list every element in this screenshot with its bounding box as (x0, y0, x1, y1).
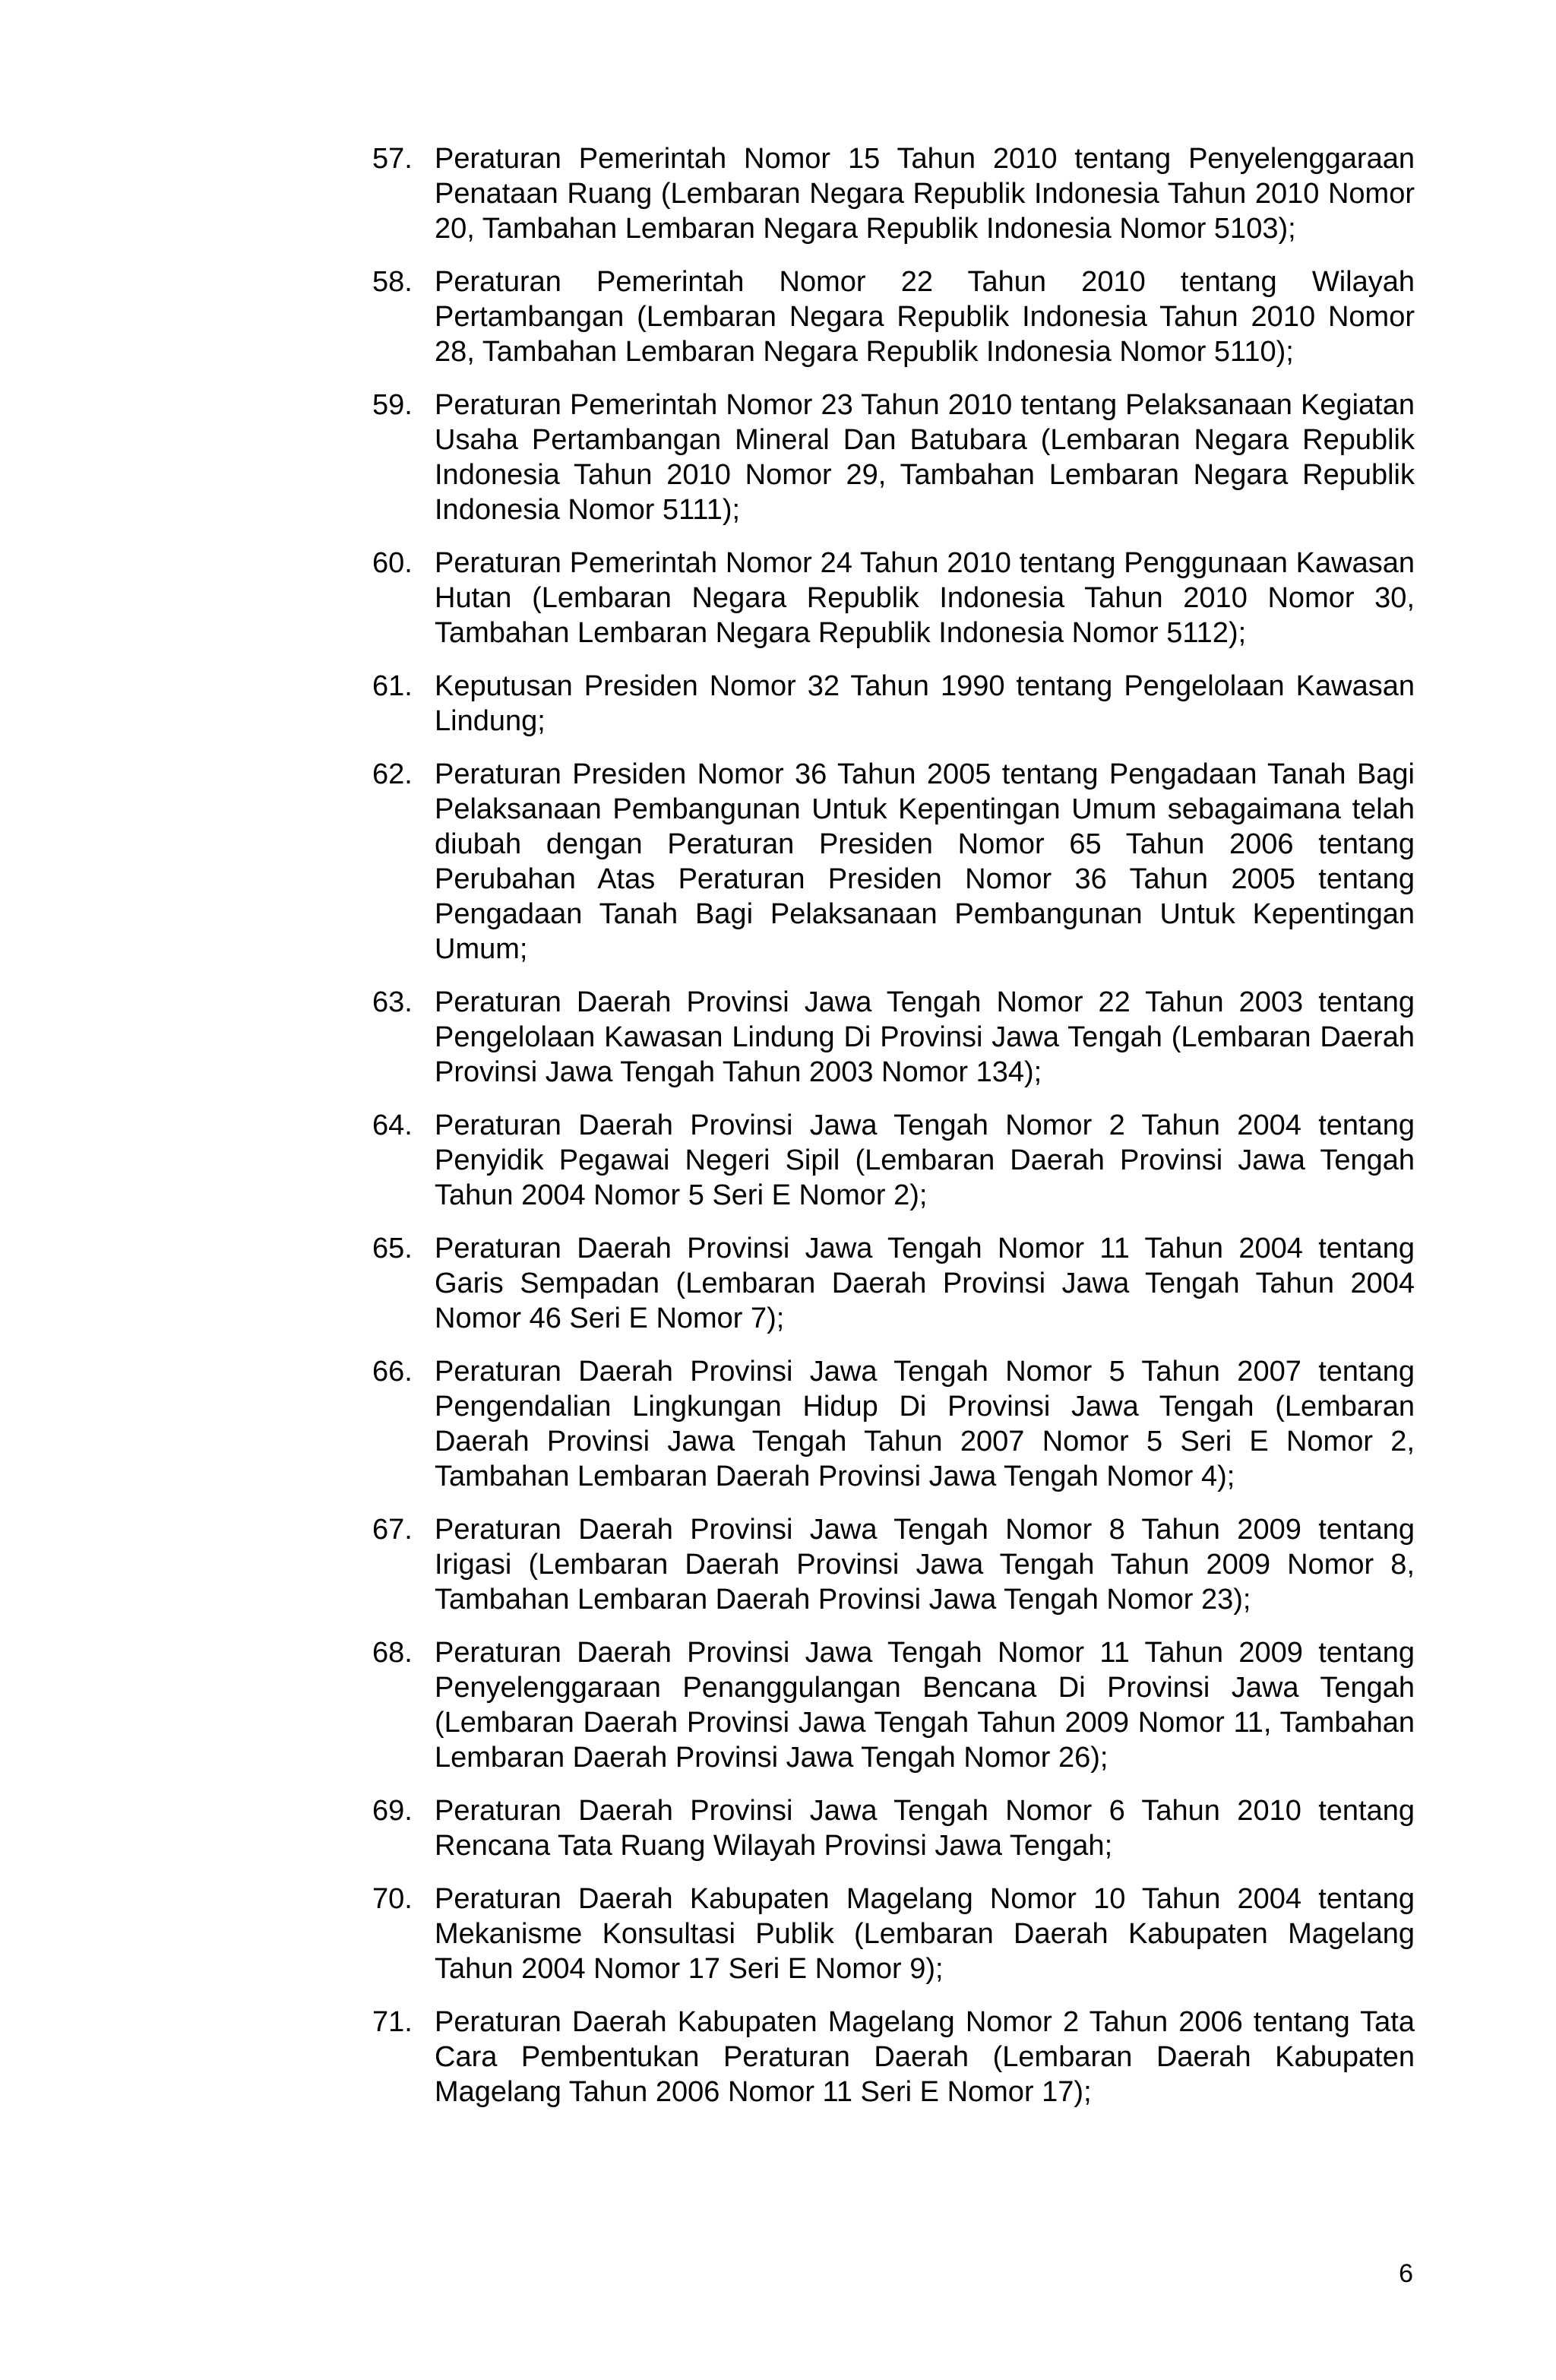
item-number: 63. (372, 986, 413, 1018)
item-text: Peraturan Daerah Kabupaten Magelang Nomor 10 Tahun 2004 tentang Mekanisme Konsultasi Publik (Lembaran Daerah Kabupaten Magelang Tahun 2004 Nomor 17 Seri E Nomor 9); (435, 1883, 1415, 1985)
list-item (372, 2005, 1415, 2109)
list-item (372, 1231, 1415, 1336)
item-number: 57. (372, 143, 413, 175)
item-number: 65. (372, 1233, 413, 1264)
item-number: 71. (372, 2006, 413, 2038)
item-number: 60. (372, 547, 413, 579)
item-text: Peraturan Daerah Provinsi Jawa Tengah Nomor 8 Tahun 2009 tentang Irigasi (Lembaran Daerah Provinsi Jawa Tengah Tahun 2009 Nomor 8, Tambahan Lembaran Daerah Provinsi Jawa Tengah Nomor 23); (435, 1514, 1415, 1616)
item-number: 64. (372, 1109, 413, 1141)
item-number: 62. (372, 758, 413, 790)
list-item (372, 1354, 1415, 1494)
item-number: 68. (372, 1637, 413, 1669)
item-text: Keputusan Presiden Nomor 32 Tahun 1990 tentang Pengelolaan Kawasan Lindung; (435, 670, 1415, 737)
regulation-list (372, 141, 1415, 2128)
list-item (372, 1635, 1415, 1775)
item-text: Peraturan Pemerintah Nomor 15 Tahun 2010 tentang Penyelenggaraan Penataan Ruang (Lembaran Negara Republik Indonesia Tahun 2010 Nomor 20, Tambahan Lembaran Negara Republik Indonesia Nomor 5103); (435, 143, 1415, 245)
item-text: Peraturan Daerah Provinsi Jawa Tengah Nomor 6 Tahun 2010 tentang Rencana Tata Ruang Wilayah Provinsi Jawa Tengah; (435, 1795, 1415, 1862)
item-number: 61. (372, 670, 413, 702)
item-text: Peraturan Presiden Nomor 36 Tahun 2005 tentang Pengadaan Tanah Bagi Pelaksanaan Pembangunan Untuk Kepentingan Umum sebagaimana telah diubah dengan Peraturan Presiden Nomor 65 Tahun 2006 tentang Perubahan Atas Peraturan Presiden Nomor 36 Tahun 2005 tentang Pengadaan Tanah Bagi Pelaksanaan Pembangunan Untuk Kepentingan Umum; (435, 758, 1415, 965)
list-item (372, 141, 1415, 246)
item-number: 59. (372, 389, 413, 421)
list-item (372, 1108, 1415, 1213)
item-text: Peraturan Daerah Provinsi Jawa Tengah Nomor 22 Tahun 2003 tentang Pengelolaan Kawasan Lindung Di Provinsi Jawa Tengah (Lembaran Daerah Provinsi Jawa Tengah Tahun 2003 Nomor 134); (435, 986, 1415, 1088)
list-item (372, 264, 1415, 369)
item-text: Peraturan Daerah Provinsi Jawa Tengah Nomor 11 Tahun 2004 tentang Garis Sempadan (Lembaran Daerah Provinsi Jawa Tengah Tahun 2004 Nomor 46 Seri E Nomor 7); (435, 1233, 1415, 1334)
list-item (372, 1882, 1415, 1986)
item-number: 66. (372, 1356, 413, 1388)
item-number: 67. (372, 1514, 413, 1546)
list-item (372, 985, 1415, 1090)
item-text: Peraturan Daerah Provinsi Jawa Tengah Nomor 5 Tahun 2007 tentang Pengendalian Lingkungan Hidup Di Provinsi Jawa Tengah (Lembaran Daerah Provinsi Jawa Tengah Tahun 2007 Nomor 5 Seri E Nomor 2, Tambahan Lembaran Daerah Provinsi Jawa Tengah Nomor 4); (435, 1356, 1415, 1492)
item-text: Peraturan Daerah Provinsi Jawa Tengah Nomor 2 Tahun 2004 tentang Penyidik Pegawai Negeri Sipil (Lembaran Daerah Provinsi Jawa Tengah Tahun 2004 Nomor 5 Seri E Nomor 2); (435, 1109, 1415, 1211)
item-text: Peraturan Pemerintah Nomor 23 Tahun 2010 tentang Pelaksanaan Kegiatan Usaha Pertambangan Mineral Dan Batubara (Lembaran Negara Republik Indonesia Tahun 2010 Nomor 29, Tambahan Lembaran Negara Republik Indonesia Nomor 5111); (435, 389, 1415, 526)
list-item (372, 546, 1415, 650)
item-number: 70. (372, 1883, 413, 1915)
list-item (372, 1512, 1415, 1617)
list-item (372, 669, 1415, 739)
list-item (372, 1793, 1415, 1863)
item-text: Peraturan Pemerintah Nomor 22 Tahun 2010 tentang Wilayah Pertambangan (Lembaran Negara Republik Indonesia Tahun 2010 Nomor 28, Tambahan Lembaran Negara Republik Indonesia Nomor 5110); (435, 266, 1415, 368)
item-number: 58. (372, 266, 413, 298)
item-number: 69. (372, 1795, 413, 1827)
list-item (372, 388, 1415, 527)
item-text: Peraturan Daerah Provinsi Jawa Tengah Nomor 11 Tahun 2009 tentang Penyelenggaraan Penanggulangan Bencana Di Provinsi Jawa Tengah (Lembaran Daerah Provinsi Jawa Tengah Tahun 2009 Nomor 11, Tambahan Lembaran Daerah Provinsi Jawa Tengah Nomor 26); (435, 1637, 1415, 1774)
page-number: 6 (1399, 2259, 1413, 2288)
item-text: Peraturan Pemerintah Nomor 24 Tahun 2010 tentang Penggunaan Kawasan Hutan (Lembaran Negara Republik Indonesia Tahun 2010 Nomor 30, Tambahan Lembaran Negara Republik Indonesia Nomor 5112); (435, 547, 1415, 649)
item-text: Peraturan Daerah Kabupaten Magelang Nomor 2 Tahun 2006 tentang Tata Cara Pembentukan Peraturan Daerah (Lembaran Daerah Kabupaten Magelang Tahun 2006 Nomor 11 Seri E Nomor 17); (435, 2006, 1415, 2108)
list-item (372, 757, 1415, 967)
